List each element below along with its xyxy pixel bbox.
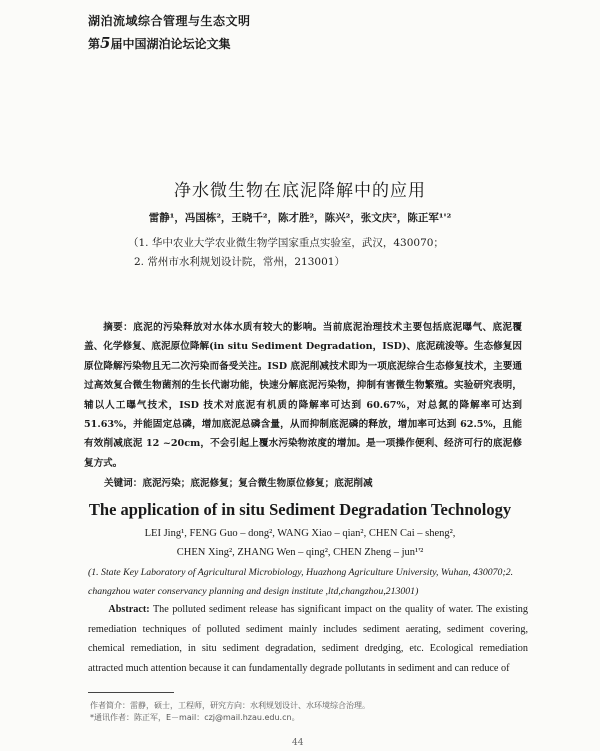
- header-edition-number: 5: [100, 34, 111, 52]
- author-list-english: [90, 524, 510, 562]
- abstract-chinese: 摘要：底泥的污染释放对水体水质有较大的影响。当前底泥治理技术主要包括底泥曝气、底泥覆盖、化学修复、底泥原位降解(in situ Sediment Degradation，ISD)、底泥疏浚等。生态修复因原位降解污染物且无二次污染而备受关注。ISD 底泥削减技术即为一项底泥综合生态修复技术，主要通过高效复合微生物菌剂的生长代谢功能，快速分解底泥污染物，抑制有害微生物繁殖。实验研究表明，辅以人工曝气技术，ISD 技术对底泥有机质的降解率可达到 60.67%，对总氮的降解率可达到 51.63%，并能固定总磷，增加底泥总磷含量，从而抑制底泥磷的释放，增加率可达到 62.5%，且能有效削减底泥 12 ~20cm，不会引起上覆水污染物浓度的增加。是一项操作便利、经济可行的底泥修复方式。: [84, 322, 522, 469]
- footnote-corresponding-author: *通讯作者：陈正军，E－mail：czj@mail.hzau.edu.cn。: [90, 713, 300, 722]
- header-prefix: 第: [88, 37, 101, 51]
- author-line: LEI Jing¹, FENG Guo – dong², WANG Xiao – qian², CHEN Cai – sheng²,: [144, 528, 456, 539]
- running-header-title: 湖泊流域综合管理与生态文明: [88, 14, 251, 28]
- author-line: CHEN Xing², ZHANG Wen – qing², CHEN Zheng – jun¹'²: [176, 547, 424, 558]
- affiliations-chinese: [128, 234, 508, 272]
- abstract-english-text: The polluted sediment release has significant impact on the quality of water. The existing remediation techniques of polluted sediment mainly includes sediment aerating, sediment covering, chemical remediation, in situ sediment degradation, sediment dredging, etc. Ecological remediation attracted much attention because it can fundamentally degrade pollutants in sediment and can reduce of: [88, 604, 528, 674]
- keywords-chinese: 关键词：底泥污染；底泥修复；复合微生物原位修复；底泥削减: [104, 478, 373, 489]
- paper-title-english: The application of in situ Sediment Degradation Technology: [88, 500, 512, 519]
- abstract-label: Abstract:: [108, 604, 150, 615]
- affiliation-line: （1. 华中农业大学农业微生物学国家重点实验室，武汉，430070；: [128, 237, 444, 249]
- abstract-english: [88, 600, 528, 678]
- footnote-divider: [88, 692, 174, 693]
- affiliation-line: 2. 常州市水利规划设计院，常州，213001）: [134, 256, 345, 268]
- paper-title-chinese: 净水微生物在底泥降解中的应用: [174, 181, 426, 201]
- affiliation-english: (1. State Key Laboratory of Agricultural Microbiology, Huazhong Agriculture University, Wuhan, 430070;2. changzhou water conservancy planning and design institute ,ltd,changzhou,213001): [88, 567, 514, 597]
- author-list-chinese: 雷静¹，冯国栋²，王晓千²，陈才胜²，陈兴²，张文庆²，陈正军¹'²: [148, 212, 452, 224]
- page-number: 44: [292, 738, 304, 748]
- footnote-author-bio: 作者简介：雷静，硕士，工程师，研究方向：水利规划设计、水环境综合治理。: [90, 701, 370, 710]
- running-header-proceedings: [88, 34, 230, 52]
- header-suffix: 届中国湖泊论坛论文集: [110, 37, 231, 51]
